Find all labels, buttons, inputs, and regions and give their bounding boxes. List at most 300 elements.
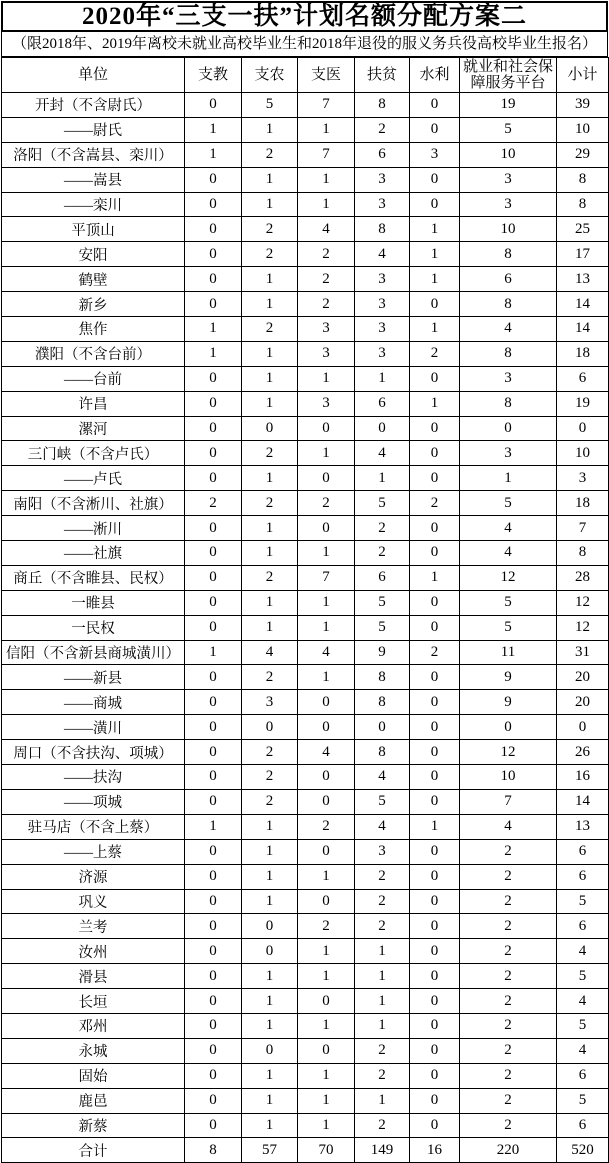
value-cell: 0 bbox=[298, 839, 355, 864]
table-header-row bbox=[2, 58, 609, 93]
table-row bbox=[2, 715, 609, 740]
value-cell: 0 bbox=[410, 1088, 460, 1113]
unit-cell: ——卢氏 bbox=[2, 466, 185, 491]
value-cell: 8 bbox=[355, 665, 410, 690]
value-cell: 0 bbox=[185, 441, 242, 466]
value-cell: 70 bbox=[298, 1138, 355, 1163]
value-cell: 9 bbox=[355, 640, 410, 665]
value-cell: 0 bbox=[185, 541, 242, 566]
table-row bbox=[2, 914, 609, 939]
unit-cell: 信阳（不含新县商城潢川） bbox=[2, 640, 185, 665]
value-cell: 1 bbox=[185, 341, 242, 366]
value-cell: 0 bbox=[410, 690, 460, 715]
value-cell: 1 bbox=[410, 565, 460, 590]
value-cell: 0 bbox=[298, 989, 355, 1014]
unit-cell: 商丘（不含睢县、民权） bbox=[2, 565, 185, 590]
unit-cell: 汝州 bbox=[2, 939, 185, 964]
unit-cell: 南阳（不含淅川、社旗） bbox=[2, 491, 185, 516]
value-cell: 3 bbox=[355, 192, 410, 217]
value-cell: 8 bbox=[557, 192, 609, 217]
value-cell: 7 bbox=[460, 789, 557, 814]
value-cell: 10 bbox=[557, 117, 609, 142]
value-cell: 8 bbox=[460, 341, 557, 366]
unit-cell: 鹿邑 bbox=[2, 1088, 185, 1113]
table-row bbox=[2, 640, 609, 665]
value-cell: 1 bbox=[242, 292, 298, 317]
value-cell: 2 bbox=[298, 292, 355, 317]
value-cell: 0 bbox=[242, 914, 298, 939]
value-cell: 3 bbox=[355, 167, 410, 192]
value-cell: 0 bbox=[410, 964, 460, 989]
value-cell: 4 bbox=[557, 939, 609, 964]
value-cell: 2 bbox=[355, 117, 410, 142]
value-cell: 0 bbox=[185, 391, 242, 416]
value-cell: 1 bbox=[355, 366, 410, 391]
value-cell: 5 bbox=[242, 93, 298, 118]
value-cell: 10 bbox=[460, 142, 557, 167]
value-cell: 5 bbox=[460, 491, 557, 516]
value-cell: 0 bbox=[410, 789, 460, 814]
value-cell: 0 bbox=[355, 416, 410, 441]
value-cell: 2 bbox=[460, 1113, 557, 1138]
unit-cell: ——淅川 bbox=[2, 516, 185, 541]
value-cell: 2 bbox=[355, 889, 410, 914]
table-row bbox=[2, 292, 609, 317]
value-cell: 1 bbox=[298, 117, 355, 142]
value-cell: 0 bbox=[185, 590, 242, 615]
value-cell: 0 bbox=[355, 715, 410, 740]
value-cell: 31 bbox=[557, 640, 609, 665]
value-cell: 2 bbox=[460, 939, 557, 964]
value-cell: 10 bbox=[460, 765, 557, 790]
value-cell: 3 bbox=[355, 341, 410, 366]
value-cell: 0 bbox=[410, 839, 460, 864]
value-cell: 11 bbox=[460, 640, 557, 665]
value-cell: 1 bbox=[355, 1088, 410, 1113]
value-cell: 1 bbox=[185, 117, 242, 142]
table-header bbox=[2, 58, 609, 93]
value-cell: 0 bbox=[410, 765, 460, 790]
value-cell: 5 bbox=[557, 1088, 609, 1113]
value-cell: 2 bbox=[355, 1038, 410, 1063]
value-cell: 0 bbox=[242, 939, 298, 964]
value-cell: 3 bbox=[355, 292, 410, 317]
value-cell: 0 bbox=[410, 665, 460, 690]
value-cell: 4 bbox=[355, 765, 410, 790]
value-cell: 0 bbox=[298, 1038, 355, 1063]
value-cell: 1 bbox=[242, 267, 298, 292]
table-row bbox=[2, 267, 609, 292]
value-cell: 6 bbox=[557, 914, 609, 939]
value-cell: 2 bbox=[460, 914, 557, 939]
value-cell: 8 bbox=[355, 93, 410, 118]
value-cell: 2 bbox=[460, 1063, 557, 1088]
page-subtitle: （限2018年、2019年离校未就业高校毕业生和2018年退役的服义务兵役高校毕业生报名） bbox=[1, 32, 608, 57]
value-cell: 4 bbox=[298, 740, 355, 765]
table-row bbox=[2, 317, 609, 342]
value-cell: 28 bbox=[557, 565, 609, 590]
value-cell: 0 bbox=[185, 889, 242, 914]
value-cell: 5 bbox=[557, 964, 609, 989]
value-cell: 13 bbox=[557, 814, 609, 839]
table-row bbox=[2, 366, 609, 391]
value-cell: 1 bbox=[242, 864, 298, 889]
value-cell: 0 bbox=[410, 416, 460, 441]
value-cell: 2 bbox=[242, 142, 298, 167]
table-row bbox=[2, 93, 609, 118]
table-row bbox=[2, 516, 609, 541]
value-cell: 0 bbox=[185, 466, 242, 491]
unit-cell: ——新县 bbox=[2, 665, 185, 690]
table-row bbox=[2, 416, 609, 441]
unit-cell: 合计 bbox=[2, 1138, 185, 1163]
value-cell: 1 bbox=[242, 1113, 298, 1138]
value-cell: 2 bbox=[242, 740, 298, 765]
table-body bbox=[2, 93, 609, 1163]
value-cell: 7 bbox=[298, 142, 355, 167]
value-cell: 4 bbox=[355, 814, 410, 839]
unit-cell: 固始 bbox=[2, 1063, 185, 1088]
column-header-6: 水利 bbox=[410, 58, 460, 93]
value-cell: 2 bbox=[185, 491, 242, 516]
value-cell: 0 bbox=[410, 1013, 460, 1038]
value-cell: 1 bbox=[410, 242, 460, 267]
value-cell: 1 bbox=[355, 989, 410, 1014]
value-cell: 4 bbox=[557, 989, 609, 1014]
value-cell: 18 bbox=[557, 341, 609, 366]
value-cell: 26 bbox=[557, 740, 609, 765]
value-cell: 12 bbox=[557, 615, 609, 640]
value-cell: 1 bbox=[242, 839, 298, 864]
value-cell: 0 bbox=[410, 1113, 460, 1138]
value-cell: 0 bbox=[185, 765, 242, 790]
value-cell: 4 bbox=[460, 814, 557, 839]
value-cell: 0 bbox=[410, 715, 460, 740]
value-cell: 0 bbox=[410, 939, 460, 964]
table-row bbox=[2, 142, 609, 167]
value-cell: 0 bbox=[185, 416, 242, 441]
unit-cell: 周口（不含扶沟、项城） bbox=[2, 740, 185, 765]
value-cell: 2 bbox=[242, 242, 298, 267]
value-cell: 7 bbox=[557, 516, 609, 541]
value-cell: 3 bbox=[355, 317, 410, 342]
value-cell: 0 bbox=[460, 715, 557, 740]
value-cell: 39 bbox=[557, 93, 609, 118]
unit-cell: 鹤壁 bbox=[2, 267, 185, 292]
value-cell: 5 bbox=[460, 590, 557, 615]
value-cell: 0 bbox=[410, 889, 460, 914]
value-cell: 1 bbox=[185, 317, 242, 342]
value-cell: 3 bbox=[557, 466, 609, 491]
value-cell: 13 bbox=[557, 267, 609, 292]
unit-cell: 焦作 bbox=[2, 317, 185, 342]
value-cell: 1 bbox=[355, 939, 410, 964]
unit-cell: ——栾川 bbox=[2, 192, 185, 217]
value-cell: 2 bbox=[460, 964, 557, 989]
value-cell: 0 bbox=[410, 292, 460, 317]
value-cell: 3 bbox=[460, 167, 557, 192]
value-cell: 0 bbox=[185, 789, 242, 814]
value-cell: 10 bbox=[460, 217, 557, 242]
table-row bbox=[2, 864, 609, 889]
value-cell: 20 bbox=[557, 690, 609, 715]
value-cell: 2 bbox=[460, 889, 557, 914]
unit-cell: 新蔡 bbox=[2, 1113, 185, 1138]
value-cell: 4 bbox=[298, 640, 355, 665]
value-cell: 4 bbox=[460, 541, 557, 566]
value-cell: 0 bbox=[185, 167, 242, 192]
value-cell: 0 bbox=[410, 1038, 460, 1063]
value-cell: 0 bbox=[410, 516, 460, 541]
table-row bbox=[2, 541, 609, 566]
value-cell: 0 bbox=[185, 366, 242, 391]
unit-cell: 济源 bbox=[2, 864, 185, 889]
value-cell: 0 bbox=[185, 1063, 242, 1088]
value-cell: 2 bbox=[355, 864, 410, 889]
table-row bbox=[2, 1088, 609, 1113]
value-cell: 0 bbox=[185, 839, 242, 864]
value-cell: 0 bbox=[460, 416, 557, 441]
value-cell: 0 bbox=[298, 789, 355, 814]
table-row bbox=[2, 765, 609, 790]
value-cell: 149 bbox=[355, 1138, 410, 1163]
unit-cell: 邓州 bbox=[2, 1013, 185, 1038]
value-cell: 5 bbox=[355, 491, 410, 516]
value-cell: 1 bbox=[298, 541, 355, 566]
value-cell: 8 bbox=[355, 217, 410, 242]
value-cell: 0 bbox=[185, 964, 242, 989]
table-row bbox=[2, 167, 609, 192]
value-cell: 1 bbox=[410, 267, 460, 292]
value-cell: 0 bbox=[410, 167, 460, 192]
value-cell: 0 bbox=[242, 715, 298, 740]
value-cell: 16 bbox=[410, 1138, 460, 1163]
value-cell: 3 bbox=[298, 341, 355, 366]
value-cell: 0 bbox=[185, 242, 242, 267]
value-cell: 12 bbox=[557, 590, 609, 615]
column-header-4: 支医 bbox=[298, 58, 355, 93]
value-cell: 3 bbox=[410, 142, 460, 167]
value-cell: 3 bbox=[298, 317, 355, 342]
value-cell: 0 bbox=[410, 989, 460, 1014]
value-cell: 0 bbox=[185, 690, 242, 715]
value-cell: 0 bbox=[185, 989, 242, 1014]
unit-cell: 三门峡（不含卢氏） bbox=[2, 441, 185, 466]
value-cell: 0 bbox=[298, 889, 355, 914]
value-cell: 5 bbox=[355, 590, 410, 615]
value-cell: 1 bbox=[242, 1063, 298, 1088]
column-header-2: 支教 bbox=[185, 58, 242, 93]
unit-cell: 新乡 bbox=[2, 292, 185, 317]
value-cell: 2 bbox=[410, 341, 460, 366]
value-cell: 2 bbox=[410, 640, 460, 665]
value-cell: 0 bbox=[185, 740, 242, 765]
value-cell: 1 bbox=[242, 1013, 298, 1038]
value-cell: 0 bbox=[410, 864, 460, 889]
value-cell: 1 bbox=[410, 217, 460, 242]
value-cell: 1 bbox=[242, 167, 298, 192]
unit-cell: 永城 bbox=[2, 1038, 185, 1063]
value-cell: 1 bbox=[242, 391, 298, 416]
unit-cell: 驻马店（不含上蔡） bbox=[2, 814, 185, 839]
table-row bbox=[2, 1013, 609, 1038]
value-cell: 1 bbox=[410, 317, 460, 342]
value-cell: 1 bbox=[242, 989, 298, 1014]
value-cell: 6 bbox=[557, 839, 609, 864]
value-cell: 1 bbox=[298, 1113, 355, 1138]
table-row bbox=[2, 192, 609, 217]
value-cell: 0 bbox=[298, 466, 355, 491]
table-row bbox=[2, 466, 609, 491]
value-cell: 8 bbox=[557, 541, 609, 566]
value-cell: 14 bbox=[557, 292, 609, 317]
column-header-1: 单位 bbox=[2, 58, 185, 93]
value-cell: 2 bbox=[242, 491, 298, 516]
unit-cell: ——尉氏 bbox=[2, 117, 185, 142]
value-cell: 0 bbox=[557, 416, 609, 441]
unit-cell: 长垣 bbox=[2, 989, 185, 1014]
value-cell: 0 bbox=[185, 267, 242, 292]
value-cell: 2 bbox=[460, 1038, 557, 1063]
unit-cell: ——台前 bbox=[2, 366, 185, 391]
value-cell: 1 bbox=[242, 466, 298, 491]
value-cell: 0 bbox=[185, 864, 242, 889]
value-cell: 1 bbox=[242, 590, 298, 615]
value-cell: 3 bbox=[460, 192, 557, 217]
value-cell: 1 bbox=[242, 814, 298, 839]
unit-cell: 许昌 bbox=[2, 391, 185, 416]
value-cell: 1 bbox=[410, 814, 460, 839]
value-cell: 1 bbox=[298, 939, 355, 964]
value-cell: 2 bbox=[355, 541, 410, 566]
value-cell: 2 bbox=[298, 267, 355, 292]
value-cell: 0 bbox=[410, 192, 460, 217]
value-cell: 0 bbox=[557, 715, 609, 740]
value-cell: 1 bbox=[298, 167, 355, 192]
value-cell: 3 bbox=[355, 267, 410, 292]
value-cell: 2 bbox=[242, 217, 298, 242]
unit-cell: ——潢川 bbox=[2, 715, 185, 740]
unit-cell: 巩义 bbox=[2, 889, 185, 914]
value-cell: 1 bbox=[298, 615, 355, 640]
value-cell: 2 bbox=[355, 914, 410, 939]
value-cell: 1 bbox=[185, 142, 242, 167]
table-row bbox=[2, 665, 609, 690]
value-cell: 12 bbox=[460, 740, 557, 765]
value-cell: 520 bbox=[557, 1138, 609, 1163]
value-cell: 0 bbox=[185, 615, 242, 640]
table-row bbox=[2, 565, 609, 590]
value-cell: 0 bbox=[185, 192, 242, 217]
value-cell: 2 bbox=[242, 317, 298, 342]
value-cell: 1 bbox=[242, 192, 298, 217]
value-cell: 1 bbox=[242, 964, 298, 989]
value-cell: 0 bbox=[185, 217, 242, 242]
value-cell: 25 bbox=[557, 217, 609, 242]
value-cell: 2 bbox=[242, 441, 298, 466]
value-cell: 0 bbox=[298, 516, 355, 541]
value-cell: 16 bbox=[557, 765, 609, 790]
value-cell: 0 bbox=[298, 715, 355, 740]
value-cell: 5 bbox=[557, 889, 609, 914]
value-cell: 1 bbox=[298, 864, 355, 889]
table-row bbox=[2, 814, 609, 839]
value-cell: 1 bbox=[242, 615, 298, 640]
unit-cell: 一睢县 bbox=[2, 590, 185, 615]
value-cell: 4 bbox=[355, 242, 410, 267]
value-cell: 0 bbox=[185, 914, 242, 939]
value-cell: 17 bbox=[557, 242, 609, 267]
value-cell: 0 bbox=[410, 441, 460, 466]
value-cell: 1 bbox=[242, 889, 298, 914]
value-cell: 0 bbox=[410, 466, 460, 491]
value-cell: 6 bbox=[355, 142, 410, 167]
value-cell: 0 bbox=[185, 939, 242, 964]
value-cell: 1 bbox=[242, 541, 298, 566]
value-cell: 1 bbox=[298, 366, 355, 391]
value-cell: 6 bbox=[460, 267, 557, 292]
value-cell: 0 bbox=[185, 715, 242, 740]
unit-cell: 开封（不含尉氏） bbox=[2, 93, 185, 118]
value-cell: 1 bbox=[298, 1063, 355, 1088]
value-cell: 1 bbox=[460, 466, 557, 491]
value-cell: 0 bbox=[242, 416, 298, 441]
value-cell: 1 bbox=[298, 441, 355, 466]
value-cell: 6 bbox=[355, 391, 410, 416]
table-row bbox=[2, 964, 609, 989]
value-cell: 1 bbox=[410, 391, 460, 416]
table-row bbox=[2, 839, 609, 864]
value-cell: 0 bbox=[185, 93, 242, 118]
value-cell: 1 bbox=[298, 665, 355, 690]
value-cell: 8 bbox=[460, 391, 557, 416]
unit-cell: ——上蔡 bbox=[2, 839, 185, 864]
value-cell: 5 bbox=[460, 117, 557, 142]
value-cell: 19 bbox=[557, 391, 609, 416]
allocation-table bbox=[1, 57, 609, 1163]
value-cell: 4 bbox=[355, 441, 410, 466]
value-cell: 0 bbox=[298, 690, 355, 715]
value-cell: 6 bbox=[557, 366, 609, 391]
value-cell: 20 bbox=[557, 665, 609, 690]
column-header-5: 扶贫 bbox=[355, 58, 410, 93]
value-cell: 1 bbox=[298, 1013, 355, 1038]
value-cell: 1 bbox=[242, 516, 298, 541]
column-header-3: 支农 bbox=[242, 58, 298, 93]
value-cell: 2 bbox=[460, 839, 557, 864]
value-cell: 2 bbox=[460, 1088, 557, 1113]
column-header-7: 就业和社会保障服务平台 bbox=[460, 58, 557, 93]
value-cell: 0 bbox=[185, 1113, 242, 1138]
table-row bbox=[2, 590, 609, 615]
value-cell: 0 bbox=[185, 1038, 242, 1063]
table-row bbox=[2, 889, 609, 914]
value-cell: 9 bbox=[460, 690, 557, 715]
document-page bbox=[1, 0, 608, 1163]
table-row bbox=[2, 1063, 609, 1088]
value-cell: 10 bbox=[557, 441, 609, 466]
value-cell: 5 bbox=[460, 615, 557, 640]
value-cell: 0 bbox=[410, 590, 460, 615]
value-cell: 0 bbox=[185, 1088, 242, 1113]
value-cell: 8 bbox=[557, 167, 609, 192]
value-cell: 19 bbox=[460, 93, 557, 118]
value-cell: 0 bbox=[410, 117, 460, 142]
total-row bbox=[2, 1138, 609, 1163]
value-cell: 1 bbox=[298, 590, 355, 615]
value-cell: 4 bbox=[557, 1038, 609, 1063]
table-row bbox=[2, 939, 609, 964]
